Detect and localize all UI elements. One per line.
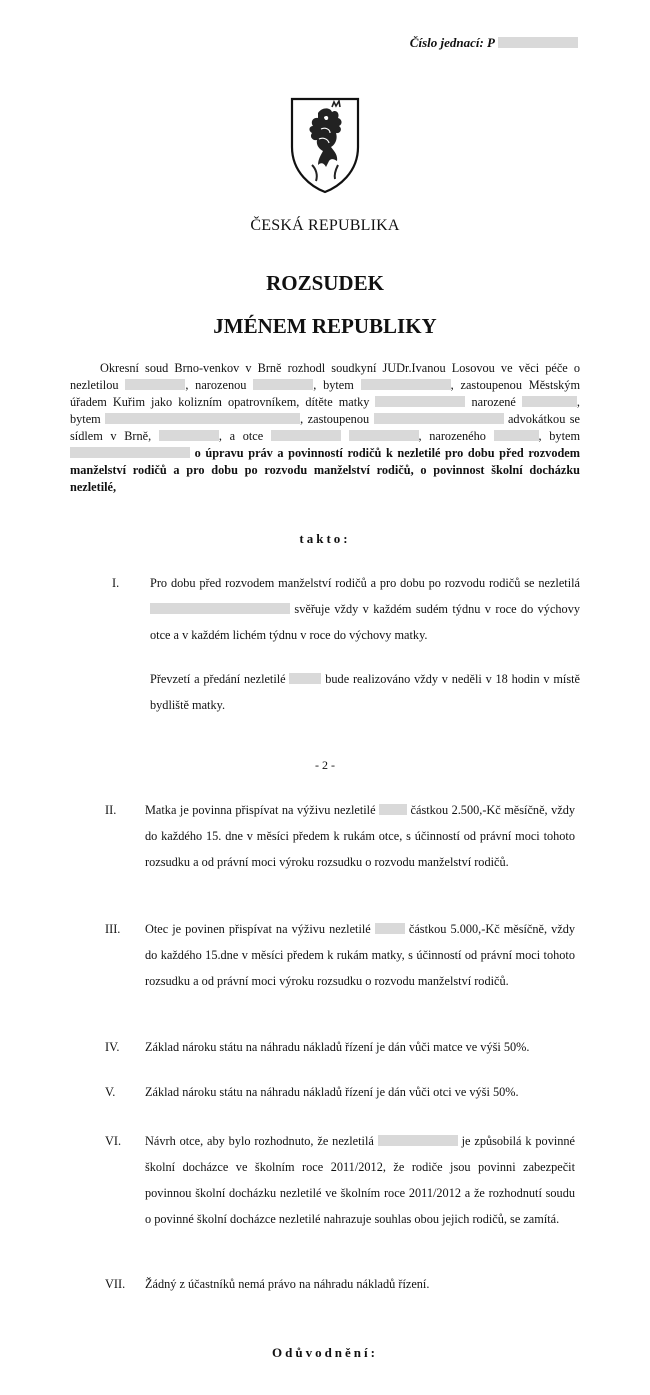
item-number: VI. bbox=[105, 1134, 122, 1148]
item-text: Převzetí a předání nezletilé bude realizováno vždy v neděli v 18 hodin v místě bydliště matky. bbox=[150, 672, 580, 712]
intro-paragraph: Okresní soud Brno-venkov v Brně rozhodl soudkyní JUDr.Ivanou Losovou ve věci péče o nezletilou , narozenou , bytem , zastoupenou Městským úřadem Kuřim jako kolizním opatrovníkem, dítěte matky narozené , bytem , zastoupenou advokátkou se sídlem v Brně, , a otce , narozeného , bytem o úpravu práv a povinností rodičů k nezletilé pro dobu před rozvodem manželství rodičů a pro dobu po rozvodu manželství rodičů, o povinnost školní docházku nezletilé, bbox=[70, 361, 581, 494]
redaction bbox=[378, 1135, 458, 1146]
redaction bbox=[494, 430, 539, 441]
item-text: Pro dobu před rozvodem manželství rodičů a pro dobu po rozvodu rodičů se nezletilá svěřuje vždy v každém sudém týdnu v roce do výchovy otce a v každém lichém týdnu v roce do výchovy matky. bbox=[150, 576, 580, 642]
document-title: ROZSUDEK bbox=[266, 271, 384, 295]
item-number: IV. bbox=[105, 1040, 120, 1054]
item-text: Základ nároku státu na náhradu nákladů řízení je dán vůči otci ve výši 50%. bbox=[145, 1085, 519, 1099]
redaction bbox=[289, 673, 321, 684]
redaction bbox=[150, 603, 290, 614]
redaction bbox=[105, 413, 300, 424]
document-subtitle: JMÉNEM REPUBLIKY bbox=[213, 314, 437, 338]
redaction bbox=[375, 923, 405, 934]
item-text: Žádný z účastníků nemá právo na náhradu nákladů řízení. bbox=[145, 1277, 430, 1291]
redaction bbox=[349, 430, 419, 441]
redaction bbox=[374, 413, 504, 424]
item-number: III. bbox=[105, 922, 121, 936]
redaction bbox=[361, 379, 451, 390]
item-text: Otec je povinen přispívat na výživu nezletilé částkou 5.000,-Kč měsíčně, vždy do každého 15.dne v měsíci předem k rukám matky, s účinností od právní moci tohoto rozsudku a od právní moci výroku rozsudku o rozvodu manželství rodičů. bbox=[145, 922, 576, 988]
case-number-label: Číslo jednací: P bbox=[409, 35, 495, 50]
redaction bbox=[379, 804, 407, 815]
redaction bbox=[125, 379, 185, 390]
country-name: ČESKÁ REPUBLIKA bbox=[250, 217, 400, 234]
redaction bbox=[375, 396, 465, 407]
item-text: Základ nároku státu na náhradu nákladů řízení je dán vůči matce ve výši 50%. bbox=[145, 1040, 530, 1054]
redaction bbox=[159, 430, 219, 441]
case-number bbox=[410, 35, 578, 51]
page-number: - 2 - bbox=[315, 758, 335, 772]
item-number: I. bbox=[112, 576, 120, 590]
item-number: V. bbox=[105, 1085, 116, 1099]
item-text: Matka je povinna přispívat na výživu nezletilé částkou 2.500,-Kč měsíčně, vždy do každého 15. dne v měsíci předem k rukám otce, s účinností od právní moci tohoto rozsudku a od právní moci výroku rozsudku o rozvodu manželství rodičů. bbox=[145, 803, 575, 869]
item-number: II. bbox=[105, 803, 117, 817]
coat-of-arms-icon bbox=[288, 95, 362, 195]
item-number: VII. bbox=[105, 1277, 126, 1291]
reasoning-heading: Odůvodnění: bbox=[272, 1345, 378, 1360]
redaction bbox=[498, 37, 578, 48]
redaction bbox=[253, 379, 313, 390]
takto-heading: takto: bbox=[299, 531, 351, 546]
item-text: Návrh otce, aby bylo rozhodnuto, že nezletilá je způsobilá k povinné školní docházce ve školním roce 2011/2012, že rodiče jsou povinni zabezpečit povinnou školní docházku nezletilé ve školním roce 2011/2012 a že rozhodnutí soudu o povinné školní docházce nezletilé nahrazuje souhlas obou jejich rodičů, se zamítá. bbox=[145, 1134, 576, 1226]
redaction bbox=[70, 447, 190, 458]
redaction bbox=[271, 430, 341, 441]
redaction bbox=[522, 396, 577, 407]
